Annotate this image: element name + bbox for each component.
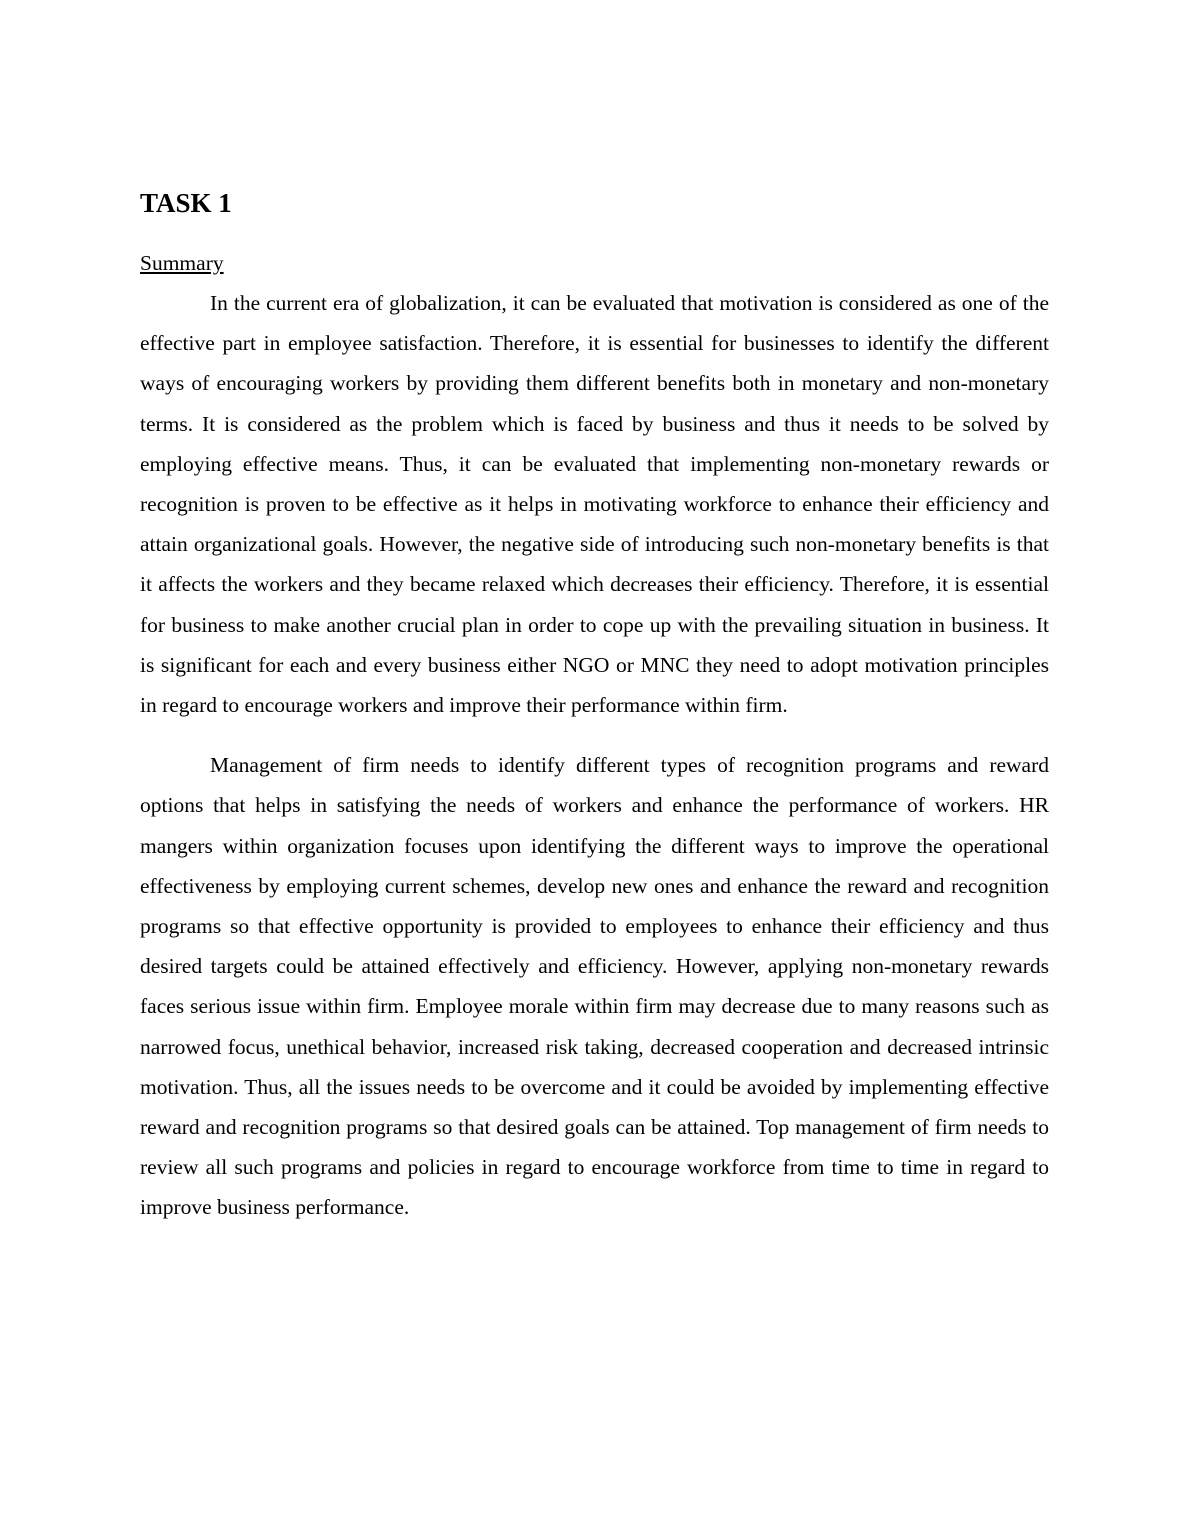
document-body (140, 185, 1049, 1228)
page-title: TASK 1 (140, 188, 232, 218)
section-heading-summary: Summary (140, 251, 224, 275)
paragraph-2: Management of firm needs to identify different types of recognition programs and reward options that helps in satisfying the needs of workers and enhance the performance of workers. HR mangers within organization focuses upon identifying the different ways to improve the operational effectiveness by employing current schemes, develop new ones and enhance the reward and recognition programs so that effective opportunity is provided to employees to enhance their efficiency and thus desired targets could be attained effectively and efficiency. However, applying non-monetary rewards faces serious issue within firm. Employee morale within firm may decrease due to many reasons such as narrowed focus, unethical behavior, increased risk taking, decreased cooperation and decreased intrinsic motivation. Thus, all the issues needs to be overcome and it could be avoided by implementing effective reward and recognition programs so that desired goals can be attained. Top management of firm needs to review all such programs and policies in regard to encourage workforce from time to time in regard to improve business performance. (140, 753, 1049, 1220)
paragraph-1: In the current era of globalization, it can be evaluated that motivation is considered as one of the effective part in employee satisfaction. Therefore, it is essential for businesses to identify the different ways of encouraging workers by providing them different benefits both in monetary and non-monetary terms. It is considered as the problem which is faced by business and thus it needs to be solved by employing effective means. Thus, it can be evaluated that implementing non-monetary rewards or recognition is proven to be effective as it helps in motivating workforce to enhance their efficiency and attain organizational goals. However, the negative side of introducing such non-monetary benefits is that it affects the workers and they became relaxed which decreases their efficiency. Therefore, it is essential for business to make another crucial plan in order to cope up with the prevailing situation in business. It is significant for each and every business either NGO or MNC they need to adopt motivation principles in regard to encourage workers and improve their performance within firm. (140, 291, 1049, 718)
